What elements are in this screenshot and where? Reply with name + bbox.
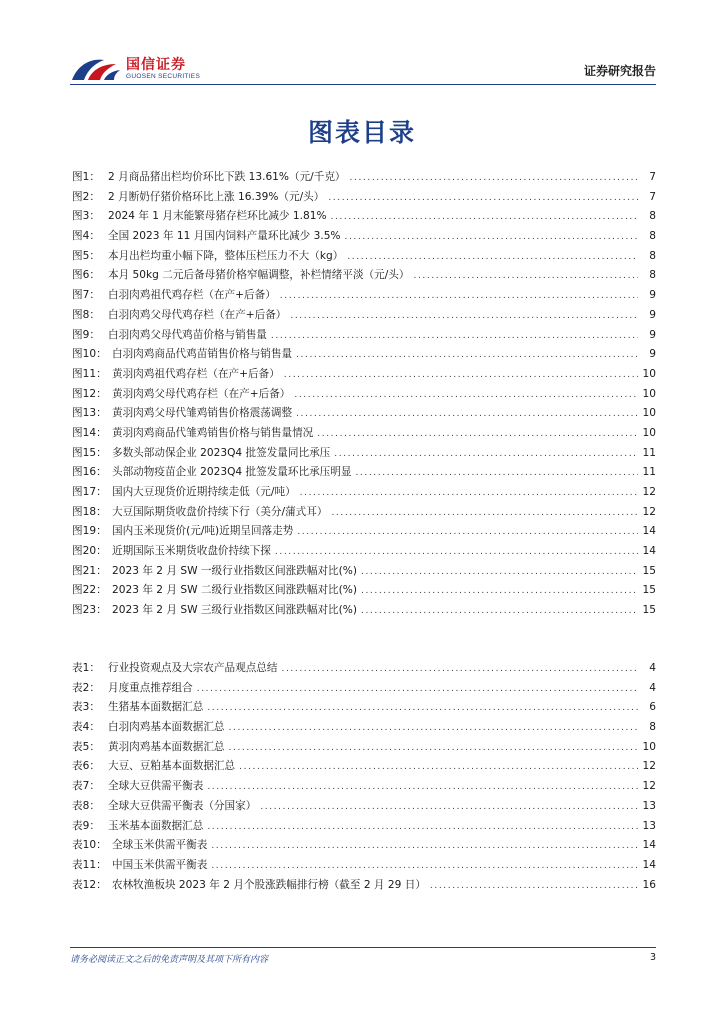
table-entry[interactable]	[72, 836, 656, 856]
figure-entry-page: 10	[642, 426, 656, 439]
figure-entry-page: 9	[649, 289, 656, 302]
table-entry-label: 表12：	[72, 878, 107, 891]
dot-leader	[260, 798, 638, 818]
dot-leader	[207, 818, 638, 838]
table-entry-page: 12	[642, 760, 656, 773]
report-type-label: 证券研究报告	[583, 64, 656, 78]
figure-entry-page: 7	[649, 171, 656, 183]
figure-entry-page: 15	[642, 564, 656, 577]
figure-entry-label: 图20：	[72, 545, 107, 558]
table-entry[interactable]	[72, 718, 656, 738]
figure-entry[interactable]	[72, 601, 656, 621]
dot-leader	[229, 719, 638, 739]
figure-entry-title: 国内大豆现货价近期持续走低（元/吨）	[112, 486, 296, 498]
dot-leader	[294, 386, 638, 406]
table-entry-title: 中国玉米供需平衡表	[112, 858, 208, 871]
table-entry-label: 表11：	[72, 858, 107, 871]
figure-entry[interactable]	[72, 581, 656, 601]
figure-entry-label: 图21：	[72, 564, 107, 577]
figure-entry-label: 图5：	[72, 249, 100, 262]
figure-entry-page: 9	[649, 308, 656, 321]
figure-entry-label: 图8：	[72, 308, 100, 321]
table-entry-title: 月度重点推荐组合	[108, 681, 193, 694]
figure-entry-label: 图13：	[72, 407, 107, 420]
figure-entry-title: 大豆国际期货收盘价持续下行（美分/蒲式耳）	[112, 505, 328, 518]
table-entry-title: 全球大豆供需平衡表（分国家）	[108, 799, 257, 812]
figure-entry-title: 黄羽肉鸡祖代鸡存栏（在产+后备）	[112, 367, 280, 380]
figure-entry[interactable]	[72, 385, 656, 405]
figure-entry[interactable]	[72, 404, 656, 424]
figure-entry-label: 图11：	[72, 367, 107, 380]
table-entry[interactable]	[72, 698, 656, 718]
table-entry-title: 生猪基本面数据汇总	[108, 701, 204, 714]
figure-entry[interactable]	[72, 562, 656, 582]
figure-entry-page: 15	[642, 584, 656, 597]
figure-entry-title: 近期国际玉米期货收盘价持续下探	[112, 545, 271, 558]
figure-entry-page: 8	[649, 210, 656, 223]
dot-leader	[239, 758, 638, 778]
figure-list	[72, 168, 656, 621]
dot-leader	[211, 857, 638, 877]
figure-entry-label: 图16：	[72, 466, 107, 479]
figure-entry[interactable]	[72, 463, 656, 483]
table-entry-page: 12	[642, 780, 656, 793]
figure-entry[interactable]	[72, 345, 656, 365]
dot-leader	[328, 189, 638, 209]
figure-entry-title: 本月出栏均重小幅下降，整体压栏压力不大（kg）	[108, 249, 344, 262]
figure-entry[interactable]	[72, 503, 656, 523]
table-entry-title: 黄羽肉鸡基本面数据汇总	[108, 740, 225, 753]
table-entry-page: 4	[649, 662, 656, 674]
table-entry[interactable]	[72, 817, 656, 837]
table-entry-page: 8	[649, 721, 656, 734]
dot-leader	[361, 563, 638, 583]
figure-entry[interactable]	[72, 227, 656, 247]
figure-entry[interactable]	[72, 444, 656, 464]
footer-divider	[70, 947, 656, 948]
dot-leader	[317, 425, 638, 445]
dot-leader	[334, 445, 638, 465]
table-entry-label: 表7：	[72, 780, 100, 793]
figure-entry[interactable]	[72, 266, 656, 286]
figure-entry-title: 全国 2023 年 11 月国内饲料产量环比减少 3.5%	[108, 230, 341, 243]
figure-entry-label: 图22：	[72, 584, 107, 597]
dot-leader	[361, 582, 638, 602]
figure-entry[interactable]	[72, 326, 656, 346]
dot-leader	[414, 267, 639, 287]
figure-entry-title: 2023 年 2 月 SW 一级行业指数区间涨跌幅对比(%)	[112, 564, 357, 577]
figure-entry-title: 白羽肉鸡父母代鸡苗价格与销售量	[108, 328, 267, 341]
figure-entry[interactable]	[72, 424, 656, 444]
table-entry-label: 表1：	[72, 662, 100, 674]
figure-entry-page: 10	[642, 367, 656, 380]
figure-entry-title: 黄羽肉鸡父母代鸡存栏（在产+后备）	[112, 387, 291, 400]
dot-leader	[229, 739, 638, 759]
logo-mark-icon	[70, 54, 122, 84]
table-entry[interactable]	[72, 797, 656, 817]
dot-leader	[361, 602, 638, 622]
page-number: 3	[649, 952, 656, 963]
figure-entry[interactable]	[72, 483, 656, 503]
table-entry-title: 白羽肉鸡基本面数据汇总	[108, 721, 225, 734]
figure-entry[interactable]	[72, 306, 656, 326]
dot-leader	[331, 208, 638, 228]
dot-leader	[297, 523, 638, 543]
figure-entry-page: 14	[642, 545, 656, 558]
table-entry-label: 表6：	[72, 760, 100, 773]
figure-entry-title: 多数头部动保企业 2023Q4 批签发量同比承压	[112, 446, 331, 459]
figure-entry-label: 图3：	[72, 210, 100, 223]
table-entry-title: 全球玉米供需平衡表	[112, 839, 208, 852]
table-entry-title: 玉米基本面数据汇总	[108, 819, 204, 832]
figure-entry-page: 7	[649, 190, 656, 203]
dot-leader	[207, 778, 638, 798]
dot-leader	[347, 248, 638, 268]
dot-leader	[290, 307, 638, 327]
dot-leader	[345, 228, 638, 248]
table-entry[interactable]	[72, 679, 656, 699]
dot-leader	[331, 504, 638, 524]
dot-leader	[284, 366, 638, 386]
figure-entry[interactable]	[72, 168, 656, 188]
figure-entry-label: 图15：	[72, 446, 107, 459]
figure-entry-label: 图4：	[72, 230, 100, 243]
dot-leader	[355, 464, 638, 484]
figure-entry[interactable]	[72, 542, 656, 562]
table-entry-label: 表10：	[72, 839, 107, 852]
figure-entry-title: 黄羽肉鸡商品代雏鸡销售价格与销售量情况	[112, 426, 314, 439]
dot-leader	[430, 877, 638, 897]
table-entry-label: 表2：	[72, 681, 100, 694]
figure-entry-title: 2023 年 2 月 SW 二级行业指数区间涨跌幅对比(%)	[112, 584, 357, 597]
table-entry-page: 13	[642, 799, 656, 812]
figure-entry[interactable]	[72, 188, 656, 208]
figure-entry-title: 国内玉米现货价(元/吨)近期呈回落走势	[112, 525, 294, 538]
figure-entry-label: 图6：	[72, 269, 100, 282]
figure-entry[interactable]	[72, 247, 656, 267]
figure-entry-page: 12	[642, 505, 656, 518]
figure-entry-page: 10	[642, 407, 656, 420]
dot-leader	[211, 837, 638, 857]
figure-entry-page: 11	[642, 446, 656, 459]
figure-entry-title: 黄羽肉鸡父母代雏鸡销售价格震荡调整	[112, 407, 293, 420]
figure-entry-label: 图18：	[72, 505, 107, 518]
dot-leader	[282, 660, 639, 680]
figure-entry-page: 9	[649, 328, 656, 341]
table-entry-title: 农林牧渔板块 2023 年 2 月个股涨跌幅排行榜（截至 2 月 29 日）	[112, 878, 426, 891]
table-entry[interactable]	[72, 659, 656, 679]
dot-leader	[350, 169, 638, 189]
figure-entry-title: 白羽肉鸡祖代鸡存栏（在产+后备）	[108, 289, 276, 302]
dot-leader	[296, 346, 638, 366]
figure-entry-title: 2 月断奶仔猪价格环比上涨 16.39%（元/头）	[108, 190, 325, 203]
header-divider	[70, 84, 656, 85]
table-entry-label: 表8：	[72, 799, 100, 812]
table-entry[interactable]	[72, 856, 656, 876]
table-entry-page: 16	[642, 878, 656, 891]
table-entry[interactable]	[72, 757, 656, 777]
table-entry-title: 大豆、豆粕基本面数据汇总	[108, 760, 236, 773]
figure-entry-page: 8	[649, 249, 656, 262]
figure-entry-page: 9	[649, 348, 656, 361]
figure-entry-label: 图14：	[72, 426, 107, 439]
table-entry-label: 表9：	[72, 819, 100, 832]
figure-entry-page: 8	[649, 230, 656, 243]
figure-entry-label: 图1：	[72, 171, 100, 183]
table-entry-page: 14	[642, 839, 656, 852]
figure-entry-page: 8	[649, 269, 656, 282]
dot-leader	[296, 405, 638, 425]
figure-entry[interactable]	[72, 522, 656, 542]
table-entry[interactable]	[72, 777, 656, 797]
table-entry-page: 6	[649, 701, 656, 714]
figure-entry-page: 14	[642, 525, 656, 538]
table-entry-page: 13	[642, 819, 656, 832]
dot-leader	[275, 543, 638, 563]
figure-entry-title: 2 月商品猪出栏均价环比下跌 13.61%（元/千克）	[108, 171, 346, 183]
figure-entry-label: 图23：	[72, 604, 107, 617]
table-entry-label: 表5：	[72, 740, 100, 753]
figure-entry-title: 头部动物疫苗企业 2023Q4 批签发量环比承压明显	[112, 466, 352, 479]
figure-entry-title: 白羽肉鸡商品代鸡苗销售价格与销售量	[112, 348, 293, 361]
figure-entry-label: 图10：	[72, 348, 107, 361]
table-list	[72, 659, 656, 895]
figure-entry-label: 图9：	[72, 328, 100, 341]
figure-entry[interactable]	[72, 365, 656, 385]
logo-text-cn: 国信证券	[126, 57, 186, 73]
figure-entry[interactable]	[72, 286, 656, 306]
table-entry-title: 行业投资观点及大宗农产品观点总结	[108, 662, 278, 674]
page-title: 图表目录	[307, 118, 416, 147]
figure-entry-title: 2024 年 1 月末能繁母猪存栏环比减少 1.81%	[108, 210, 327, 223]
figure-entry-label: 图17：	[72, 486, 107, 498]
logo-text-en: GUOSEN SECURITIES	[126, 73, 201, 80]
figure-entry-page: 10	[642, 387, 656, 400]
table-entry-title: 全球大豆供需平衡表	[108, 780, 204, 793]
dot-leader	[280, 287, 638, 307]
figure-entry-page: 11	[642, 466, 656, 479]
table-entry[interactable]	[72, 738, 656, 758]
table-entry[interactable]	[72, 876, 656, 896]
dot-leader	[197, 680, 638, 700]
table-entry-page: 14	[642, 858, 656, 871]
page-header	[70, 52, 656, 86]
figure-entry-label: 图19：	[72, 525, 107, 538]
table-entry-page: 10	[642, 740, 656, 753]
table-entry-label: 表3：	[72, 701, 100, 714]
disclaimer-note: 请务必阅读正文之后的免责声明及其项下所有内容	[70, 955, 269, 965]
figure-entry-page: 12	[642, 486, 656, 498]
table-entry-page: 4	[649, 681, 656, 694]
figure-entry[interactable]	[72, 207, 656, 227]
dot-leader	[207, 699, 638, 719]
dot-leader	[300, 484, 638, 504]
figure-entry-title: 白羽肉鸡父母代鸡存栏（在产+后备）	[108, 308, 287, 321]
figure-entry-label: 图7：	[72, 289, 100, 302]
figure-entry-label: 图12：	[72, 387, 107, 400]
figure-entry-label: 图2：	[72, 190, 100, 203]
dot-leader	[271, 327, 638, 347]
figure-entry-page: 15	[642, 604, 656, 617]
figure-entry-title: 本月 50kg 二元后备母猪价格窄幅调整，补栏情绪平淡（元/头）	[108, 269, 410, 282]
table-entry-label: 表4：	[72, 721, 100, 734]
company-logo	[70, 52, 230, 86]
figure-entry-title: 2023 年 2 月 SW 三级行业指数区间涨跌幅对比(%)	[112, 604, 357, 617]
